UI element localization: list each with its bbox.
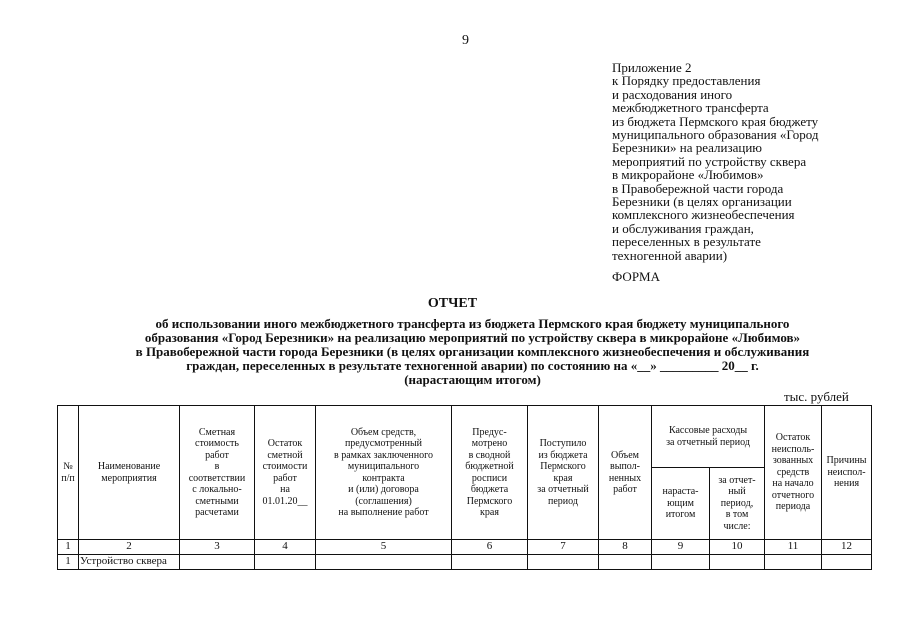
subtitle-line: граждан, переселенных в результате техногенной аварии) по состоянию на «__» _________ 20__ г. <box>186 358 759 373</box>
header-line: края <box>480 507 499 518</box>
table-row <box>58 555 872 570</box>
header-line: нения <box>833 478 860 490</box>
header-col-7 <box>528 406 599 540</box>
table-cell <box>710 555 765 570</box>
appendix-line: муниципального образования «Город <box>612 127 819 143</box>
appendix-line: мероприятий по устройству сквера <box>612 153 807 169</box>
subtitle-line: об использовании иного межбюджетного трансферта из бюджета Пермского края бюджету муниципального <box>155 316 790 331</box>
header-line: соответствии <box>188 472 246 484</box>
subtitle-line: в Правобережной части города Березники (в целях организации комплексного жизнеобеспечения и обслуживания <box>135 344 810 359</box>
report-table <box>57 405 872 570</box>
row-number: 1 <box>58 555 79 570</box>
header-line: за отчетный <box>537 484 589 495</box>
header-line: Поступило <box>539 438 587 449</box>
column-number: 1 <box>58 540 79 555</box>
header-col-4 <box>255 406 316 540</box>
header-line: и (или) договора <box>348 484 419 495</box>
header-line: 01.01.20__ <box>262 495 308 507</box>
header-line: работ <box>205 449 229 461</box>
header-line: Кассовые расходы <box>668 425 748 436</box>
header-line: Предус- <box>472 426 507 438</box>
appendix-line: комплексного жизнеобеспечения <box>612 207 795 223</box>
appendix-line: межбюджетного трансферта <box>612 100 769 116</box>
header-line: мотрено <box>471 438 508 449</box>
header-line: п/п <box>61 472 75 484</box>
header-line: в том <box>725 509 749 521</box>
header-line: Остаток <box>775 432 811 444</box>
column-number: 2 <box>79 540 180 555</box>
table-cell <box>452 555 528 570</box>
header-line: бюджетной <box>465 461 514 472</box>
appendix-line: техногенной аварии) <box>612 247 728 263</box>
header-line: периода <box>775 501 811 513</box>
header-line: на начало <box>772 478 814 490</box>
table-cell <box>528 555 599 570</box>
header-col-1 <box>58 406 79 540</box>
header-line: мероприятия <box>101 472 157 484</box>
appendix-line: к Порядку предоставления <box>612 73 761 89</box>
header-line: период, <box>720 497 754 509</box>
header-line: Причины <box>826 455 867 467</box>
row-name: Устройство сквера <box>79 555 180 570</box>
header-line: расчетами <box>195 507 239 518</box>
header-line: ющим <box>667 497 694 509</box>
header-line: стоимость <box>195 438 239 449</box>
table-cell <box>822 555 872 570</box>
header-line: на <box>280 484 290 495</box>
header-line: сметной <box>267 449 303 461</box>
header-line: контракта <box>362 472 405 484</box>
appendix-line: в Правобережной части города <box>612 180 784 196</box>
header-col-12 <box>822 406 872 540</box>
header-line: росписи <box>471 472 508 484</box>
column-number: 12 <box>822 540 872 555</box>
header-line: края <box>553 472 573 484</box>
header-line: ный <box>728 486 746 498</box>
header-line: стоимости <box>262 461 308 472</box>
table-cell <box>316 555 452 570</box>
header-col-11 <box>765 406 822 540</box>
unit-label: тыс. рублей <box>784 389 849 404</box>
header-line: Объем <box>611 449 639 461</box>
header-line: сметными <box>195 495 239 507</box>
header-line: № <box>63 461 73 472</box>
header-line: в сводной <box>468 449 511 461</box>
table-cell <box>599 555 652 570</box>
header-line: в рамках заключенного <box>334 449 433 461</box>
column-number: 8 <box>599 540 652 555</box>
table-cell <box>652 555 710 570</box>
header-line: (соглашения) <box>355 495 412 507</box>
header-line: неиспол- <box>827 466 866 478</box>
header-col-2 <box>79 406 180 540</box>
header-line: зованных <box>772 455 814 467</box>
subtitle-line: образования «Город Березники» на реализацию мероприятий по устройству сквера в микрорайоне «Любимов» <box>144 330 801 345</box>
report-subtitle <box>40 317 905 387</box>
column-number: 6 <box>452 540 528 555</box>
header-line: средств <box>776 466 810 478</box>
header-line: на выполнение работ <box>338 507 429 518</box>
header-line: с локально- <box>192 484 242 495</box>
column-number: 3 <box>180 540 255 555</box>
appendix-line: в микрорайоне «Любимов» <box>612 167 764 183</box>
header-line: Наименование <box>97 461 161 472</box>
header-line: предусмотренный <box>344 438 423 449</box>
column-number: 7 <box>528 540 599 555</box>
column-number: 11 <box>765 540 822 555</box>
appendix-line: и обслуживания граждан, <box>612 220 754 236</box>
table-cell <box>765 555 822 570</box>
table-cell <box>255 555 316 570</box>
appendix-block <box>612 61 872 262</box>
header-line: из бюджета <box>538 449 588 461</box>
page-number: 9 <box>462 33 469 48</box>
form-label: ФОРМА <box>612 269 660 284</box>
subtitle-line: (нарастающим итогом) <box>404 372 541 387</box>
appendix-line: Березники (в целях организации <box>612 194 792 210</box>
header-line: итогом <box>665 509 696 521</box>
header-line: работ <box>613 484 637 495</box>
appendix-line: и расходования иного <box>612 86 733 102</box>
report-title: ОТЧЕТ <box>427 296 478 311</box>
header-line: Пермского <box>466 495 513 507</box>
header-col-5 <box>316 406 452 540</box>
table-cell <box>180 555 255 570</box>
header-line: Пермского <box>540 461 586 472</box>
header-line: отчетного <box>771 489 815 501</box>
header-col-8 <box>599 406 652 540</box>
header-line: период <box>548 495 578 507</box>
header-col-3 <box>180 406 255 540</box>
header-line: выпол- <box>610 461 640 472</box>
header-col-6 <box>452 406 528 540</box>
header-line: Сметная <box>198 426 236 438</box>
appendix-line: переселенных в результате <box>612 234 761 250</box>
header-line: неисполь- <box>771 443 815 455</box>
header-group-cash-expenses <box>652 406 765 468</box>
header-col-9 <box>652 468 710 540</box>
header-line: ненных <box>608 472 642 484</box>
header-line: за отчет- <box>718 474 756 486</box>
header-line: Остаток <box>267 438 303 449</box>
header-line: числе: <box>723 520 751 532</box>
header-line: бюджета <box>470 484 509 495</box>
header-line: нараста- <box>662 486 699 498</box>
header-line: за отчетный период <box>666 436 750 448</box>
header-col-10 <box>710 468 765 540</box>
column-number: 9 <box>652 540 710 555</box>
appendix-line: Приложение 2 <box>612 60 692 75</box>
column-numbers-row <box>58 540 872 555</box>
appendix-line: Березники» на реализацию <box>612 140 763 156</box>
header-line: Объем средств, <box>350 426 417 438</box>
column-number: 5 <box>316 540 452 555</box>
column-number: 10 <box>710 540 765 555</box>
column-number: 4 <box>255 540 316 555</box>
header-line: в <box>214 461 220 472</box>
header-line: муниципального <box>347 461 420 472</box>
header-line: работ <box>273 472 297 484</box>
appendix-line: из бюджета Пермского края бюджету <box>612 113 819 129</box>
